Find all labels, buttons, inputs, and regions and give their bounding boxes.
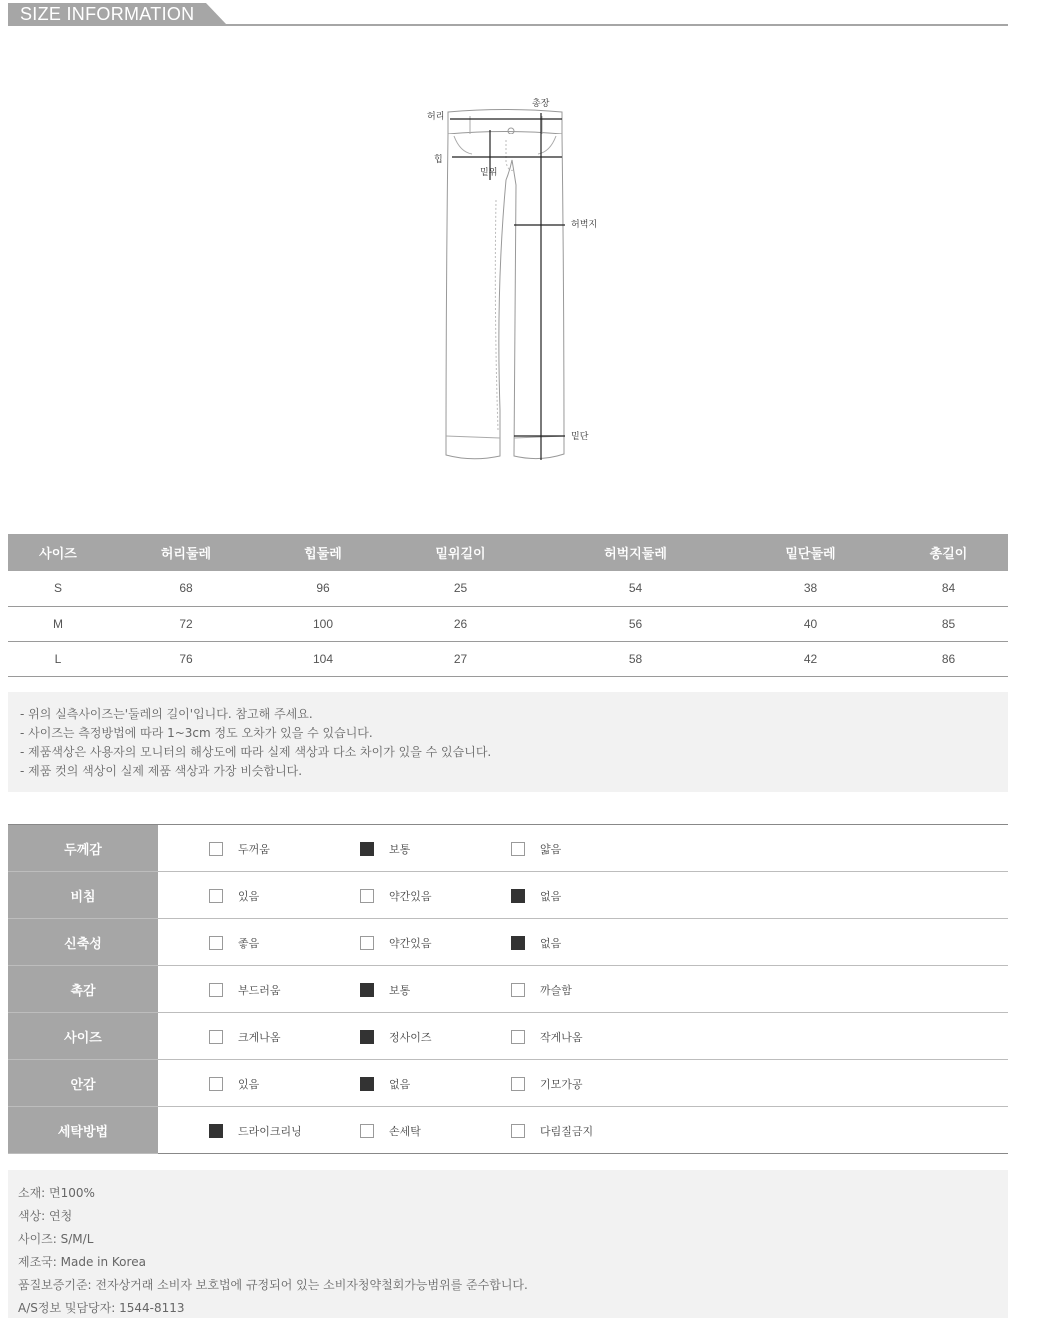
attr-label: 안감: [8, 1060, 158, 1107]
attr-option: [360, 1123, 421, 1139]
option-label: 얇음: [540, 843, 562, 856]
checkbox-checked-icon: [511, 936, 525, 950]
table-row: [8, 606, 1008, 641]
header-rule: [8, 24, 1008, 26]
info-warranty: 품질보증기준: 전자상거래 소비자 보호법에 규정되어 있는 소비자청약철회가능범위를 준수합니다.: [18, 1278, 528, 1292]
attr-option: [511, 935, 561, 951]
checkbox-checked-icon: [360, 1030, 374, 1044]
size-notes: [8, 692, 1008, 792]
checkbox-icon: [209, 889, 223, 903]
attr-option: [209, 888, 259, 904]
attr-options: [158, 1107, 1008, 1153]
info-as-contact: A/S정보 및담당자: 1544-8113: [18, 1301, 185, 1315]
product-info: [8, 1170, 1008, 1318]
table-cell: 72: [108, 606, 264, 641]
attr-option: [511, 1076, 583, 1092]
checkbox-icon: [511, 983, 525, 997]
table-cell: 40: [732, 606, 889, 641]
option-label: 보통: [389, 984, 411, 997]
attr-option: [360, 888, 432, 904]
option-label: 없음: [540, 937, 562, 950]
attr-option: [209, 841, 270, 857]
attr-options: [158, 1060, 1008, 1106]
checkbox-checked-icon: [209, 1124, 223, 1138]
checkbox-checked-icon: [360, 983, 374, 997]
table-cell: 85: [889, 606, 1008, 641]
checkbox-checked-icon: [360, 842, 374, 856]
info-sizes: 사이즈: S/M/L: [18, 1232, 94, 1246]
option-label: 약간있음: [389, 937, 432, 950]
attr-option: [511, 841, 561, 857]
option-label: 없음: [389, 1078, 411, 1091]
option-label: 작게나옴: [540, 1031, 583, 1044]
checkbox-icon: [209, 936, 223, 950]
note-line: - 제품색상은 사용자의 모니터의 해상도에 따라 실제 색상과 다소 차이가 있을 수 있습니다.: [20, 745, 492, 759]
option-label: 보통: [389, 843, 411, 856]
attr-label: 비침: [8, 872, 158, 919]
table-cell: 86: [889, 641, 1008, 676]
checkbox-icon: [360, 889, 374, 903]
attr-label: 사이즈: [8, 1013, 158, 1060]
attr-option: [209, 982, 281, 998]
section-header: [8, 3, 1008, 25]
label-hip: 힙: [434, 155, 443, 165]
checkbox-checked-icon: [511, 889, 525, 903]
checkbox-icon: [209, 1030, 223, 1044]
option-label: 없음: [540, 890, 562, 903]
attr-label: 촉감: [8, 966, 158, 1013]
table-cell: 76: [108, 641, 264, 676]
attr-label: 신축성: [8, 919, 158, 966]
attr-option: [360, 935, 432, 951]
attr-option: [360, 982, 410, 998]
table-cell: 26: [382, 606, 539, 641]
info-color: 색상: 연청: [18, 1209, 73, 1223]
option-label: 드라이크리닝: [238, 1125, 302, 1138]
attr-row-fit: [8, 1013, 1008, 1060]
option-label: 부드러움: [238, 984, 281, 997]
option-label: 있음: [238, 1078, 260, 1091]
checkbox-icon: [209, 842, 223, 856]
table-row: [8, 571, 1008, 606]
col-header-thigh: 허벅지둘레: [539, 534, 732, 571]
table-cell: 27: [382, 641, 539, 676]
option-label: 크게나옴: [238, 1031, 281, 1044]
info-origin: 제조국: Made in Korea: [18, 1255, 146, 1269]
info-material: 소재: 면100%: [18, 1186, 95, 1200]
table-cell: 58: [539, 641, 732, 676]
table-cell: 54: [539, 571, 732, 606]
attr-options: [158, 872, 1008, 918]
attr-row-sheerness: [8, 872, 1008, 919]
pants-illustration: [410, 90, 630, 470]
attr-row-stretch: [8, 919, 1008, 966]
size-table-header-row: [8, 534, 1008, 571]
checkbox-icon: [360, 1124, 374, 1138]
label-hem: 밑단: [571, 432, 589, 442]
attr-option: [360, 1076, 410, 1092]
attr-row-washing: [8, 1107, 1008, 1154]
table-cell: L: [8, 641, 108, 676]
option-label: 있음: [238, 890, 260, 903]
label-rise: 밑위: [480, 168, 498, 178]
label-total-length: 총장: [532, 99, 550, 109]
option-label: 다림질금지: [540, 1125, 594, 1138]
note-line: - 사이즈는 측정방법에 따라 1~3cm 정도 오차가 있을 수 있습니다.: [20, 726, 373, 740]
table-cell: 68: [108, 571, 264, 606]
table-cell: 104: [264, 641, 382, 676]
table-cell: S: [8, 571, 108, 606]
note-line: - 위의 실측사이즈는'둘레의 길이'입니다. 참고해 주세요.: [20, 707, 313, 721]
label-waist: 허리: [427, 112, 445, 122]
attr-option: [511, 1123, 593, 1139]
attr-label: 세탁방법: [8, 1107, 158, 1154]
fabric-attribute-table: [8, 824, 1008, 1154]
checkbox-icon: [511, 1124, 525, 1138]
attr-option: [360, 1029, 432, 1045]
checkbox-icon: [511, 1030, 525, 1044]
checkbox-icon: [511, 842, 525, 856]
table-cell: 56: [539, 606, 732, 641]
col-header-waist: 허리둘레: [108, 534, 264, 571]
attr-option: [209, 935, 259, 951]
size-table: [8, 534, 1008, 677]
col-header-hip: 힙둘레: [264, 534, 382, 571]
col-header-size: 사이즈: [8, 534, 108, 571]
table-cell: 96: [264, 571, 382, 606]
attr-row-lining: [8, 1060, 1008, 1107]
attr-option: [209, 1123, 302, 1139]
section-title: SIZE INFORMATION: [20, 4, 195, 24]
attr-option: [360, 841, 410, 857]
option-label: 손세탁: [389, 1125, 421, 1138]
attr-options: [158, 966, 1008, 1012]
table-cell: 25: [382, 571, 539, 606]
table-cell: 38: [732, 571, 889, 606]
checkbox-icon: [360, 936, 374, 950]
attr-option: [209, 1029, 281, 1045]
attr-label: 두께감: [8, 825, 158, 872]
pants-diagram: [410, 90, 630, 470]
attr-row-thickness: [8, 825, 1008, 872]
col-header-total-length: 총길이: [889, 534, 1008, 571]
checkbox-icon: [511, 1077, 525, 1091]
option-label: 기모가공: [540, 1078, 583, 1091]
option-label: 까슬함: [540, 984, 572, 997]
option-label: 약간있음: [389, 890, 432, 903]
attr-options: [158, 919, 1008, 965]
table-cell: 42: [732, 641, 889, 676]
attr-option: [511, 982, 572, 998]
table-row: [8, 641, 1008, 676]
attr-option: [511, 1029, 583, 1045]
table-cell: M: [8, 606, 108, 641]
option-label: 좋음: [238, 937, 260, 950]
table-cell: 84: [889, 571, 1008, 606]
attr-option: [209, 1076, 259, 1092]
label-thigh: 허벅지: [571, 220, 598, 230]
note-line: - 제품 컷의 색상이 실제 제품 색상과 가장 비슷합니다.: [20, 764, 303, 778]
option-label: 두꺼움: [238, 843, 270, 856]
attr-options: [158, 1013, 1008, 1059]
col-header-rise: 밑위길이: [382, 534, 539, 571]
checkbox-checked-icon: [360, 1077, 374, 1091]
attr-row-texture: [8, 966, 1008, 1013]
checkbox-icon: [209, 1077, 223, 1091]
col-header-hem: 밑단둘레: [732, 534, 889, 571]
checkbox-icon: [209, 983, 223, 997]
attr-options: [158, 825, 1008, 871]
table-cell: 100: [264, 606, 382, 641]
attr-option: [511, 888, 561, 904]
option-label: 정사이즈: [389, 1031, 432, 1044]
